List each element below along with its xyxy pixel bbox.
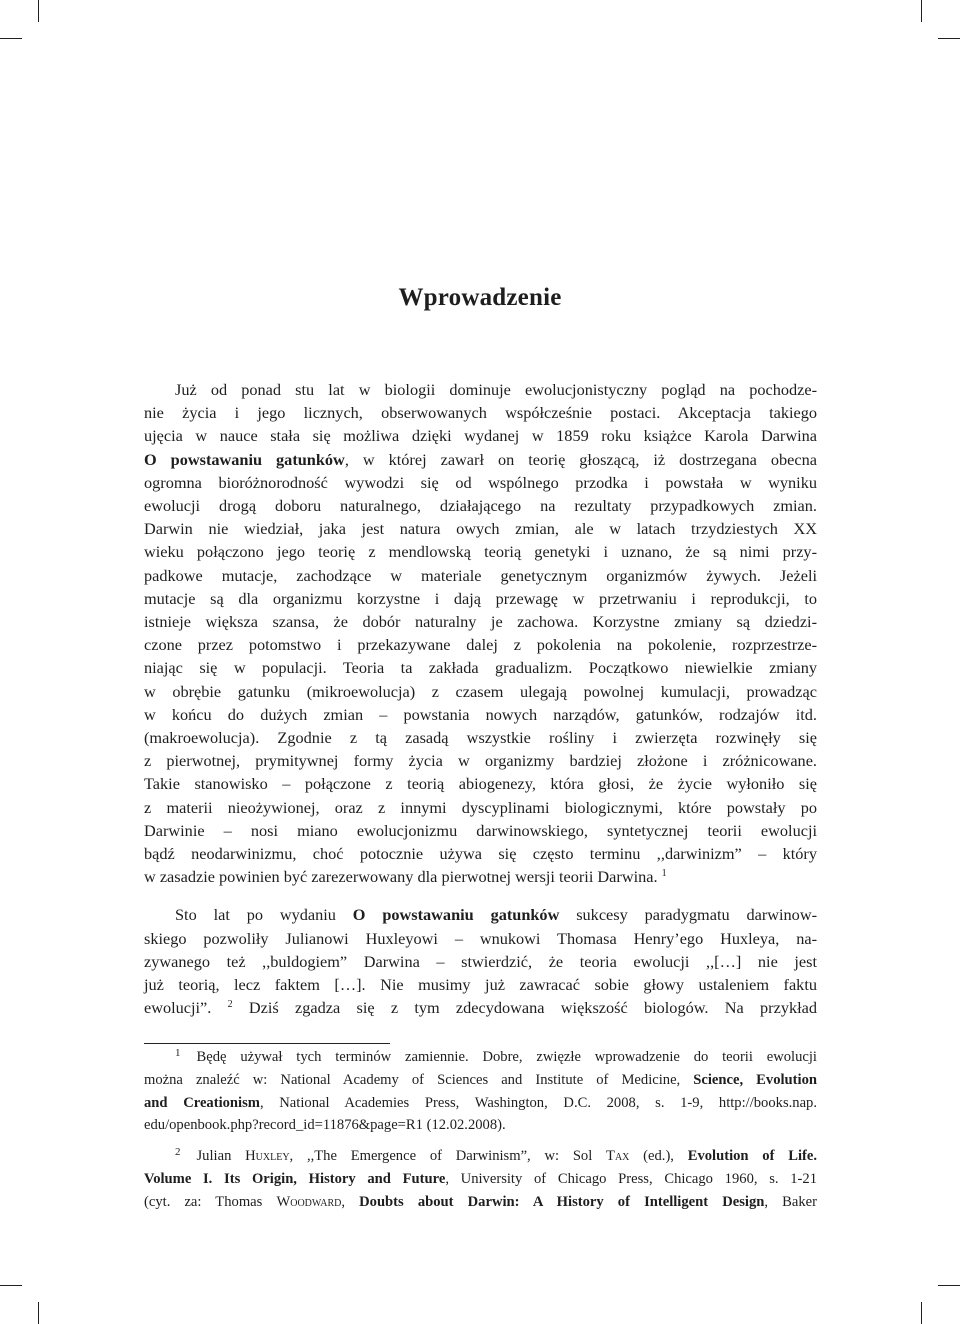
text-line: czone przez potomstwo i przekazywane dalej z pokolenia na pokolenie, rozprzestrze- xyxy=(144,635,817,655)
text-line: skiego pozwoliły Julianowi Huxleyowi – wnukowi Thomasa Henry’ego Huxleya, na- xyxy=(144,928,817,948)
crop-mark-top-left-vertical xyxy=(38,0,39,22)
book-title: O powstawaniu gatunków xyxy=(144,449,345,469)
text-line: ewolucji drogą doboru naturalnego, działającego na rezultaty przypadkowych zmian. xyxy=(144,496,817,516)
crop-mark-top-right-vertical xyxy=(921,0,922,22)
text-line: można znaleźć w: National Academy of Sciences and Institute of Medicine, Science, Evolution xyxy=(144,1072,817,1089)
text-line: edu/openbook.php?record_id=11876&page=R1 (12.02.2008). xyxy=(144,1116,506,1133)
text-line: Już od ponad stu lat w biologii dominuje ewolucjonistyczny pogląd na pochodze- xyxy=(175,380,817,399)
footnote-separator xyxy=(144,1043,390,1044)
text-line: $^2$ Julian Huxley, ,,The Emergence of Darwinism”, w: Sol Tax (ed.), Evolution of Life. xyxy=(175,1146,817,1165)
crop-mark-bottom-left-vertical xyxy=(38,1302,39,1324)
text-line: and Creationism, National Academies Press, Washington, D.C. 2008, s. 1-9, http://books.nap. xyxy=(144,1094,817,1111)
footnotes xyxy=(144,1046,817,1213)
body-text xyxy=(144,378,817,1022)
text-line: (cyt. za: Thomas Woodward, Doubts about Darwin: A History of Intelligent Design, Baker xyxy=(144,1193,818,1210)
text-line: w zasadzie powinien być zarezerwowany dla pierwotnej wersji teorii Darwina. $^1$ xyxy=(144,867,667,887)
crop-mark-bottom-right-vertical xyxy=(921,1302,922,1324)
text-line: już teorią, lecz faktem […]. Nie musimy już zawracać sobie głowy ustaleniem faktu xyxy=(144,975,817,995)
text-line: z pierwotnej, prymitywnej formy życia w organizmy bardziej złożone i zróżnicowane. xyxy=(144,751,817,771)
text-line: nie życia i jego licznych, obserwowanych współcześnie postaci. Akceptacja takiego xyxy=(144,403,817,423)
text-line: Darwin nie wiedział, jaka jest natura owych zmian, ale w latach trzydziestych XX xyxy=(144,519,817,539)
text-line: mutacje są dla organizmu korzystne i dają przewagę w przetrwaniu i reprodukcji, to xyxy=(144,588,817,608)
page-title: Wprowadzenie xyxy=(398,284,562,311)
text-line: ogromna bioróżnorodność wywodzi się od wspólnego przodka i powstała w wyniku xyxy=(144,472,817,492)
text-line: O powstawaniu gatunków, w której zawarł on teorię głoszącą, iż dostrzegana obecna xyxy=(144,449,817,469)
footnote-ref-1[interactable]: 1 xyxy=(661,868,667,880)
text-line: bądź neodarwinizmu, choć potocznie używa się często terminu ,,darwinizm” – który xyxy=(144,844,817,864)
text-line: istnieje większa szansa, że dobór naturalny je zachowa. Korzystne zmiany są dziedzi- xyxy=(144,612,817,632)
crop-mark-top-right-horizontal xyxy=(938,38,960,39)
text-line: ujęcia w nauce stała się możliwa dzięki wydanej w 1859 roku książce Karola Darwina xyxy=(144,426,817,446)
paragraph-2 xyxy=(144,903,817,1022)
text-line: Volume I. Its Origin, History and Future, University of Chicago Press, Chicago 1960, s. 1-21 xyxy=(144,1171,817,1188)
text-line: Sto lat po wydaniu O powstawaniu gatunków sukcesy paradygmatu darwinow- xyxy=(175,905,817,925)
footnote-number: 1 xyxy=(175,1047,181,1059)
footnote-1 xyxy=(144,1046,817,1136)
text-line: niając się w populacji. Teoria ta zakłada gradualizm. Początkowo niewielkie zmiany xyxy=(144,658,817,678)
text-line: $^1$ Będę używał tych terminów zamiennie. Dobre, zwięzłe wprowadzenie do teorii ewolucji xyxy=(175,1047,817,1065)
paragraph-1 xyxy=(144,378,817,891)
crop-mark-top-left-horizontal xyxy=(0,38,22,39)
footnote-2 xyxy=(144,1145,817,1213)
text-line: zywanego też ,,buldogiem” Darwina – stwierdzić, że teoria ewolucji ,,[…] nie jest xyxy=(144,951,817,971)
text-line: Darwinie – nosi miano ewolucjonizmu darwinowskiego, syntetycznej teorii ewolucji xyxy=(144,820,817,840)
text-line: ewolucji”. $^2$ Dziś zgadza się z tym zdecydowana większość biologów. Na przykład xyxy=(144,998,817,1018)
crop-mark-bottom-left-horizontal xyxy=(0,1285,22,1286)
text-line: w końcu do dużych zmian – powstania nowych narządów, gatunków, rodzajów itd. xyxy=(144,704,817,724)
book-title: O powstawaniu gatunków xyxy=(352,905,560,925)
crop-mark-bottom-right-horizontal xyxy=(938,1285,960,1286)
text-line: wieku połączono jego teorię z mendlowską teorią genetyki i uznano, że są nimi przy- xyxy=(144,542,817,562)
text-line: (makroewolucja). Zgodnie z tą zasadą wszystkie rośliny i zwierzęta rozwinęły się xyxy=(144,728,817,748)
text-line: w obrębie gatunku (mikroewolucja) z czasem ulegają powolnej kumulacji, prowadząc xyxy=(144,681,817,701)
footnote-number: 2 xyxy=(175,1146,181,1159)
text-line: z materii nieożywionej, oraz z innymi dyscyplinami biologicznymi, które powstały po xyxy=(144,797,817,817)
text-line: Takie stanowisko – połączone z teorią abiogenezy, która głosi, że życie wyłoniło się xyxy=(144,774,817,794)
text-line: padkowe mutacje, zachodzące w materiale genetycznym organizmów żywych. Jeżeli xyxy=(144,565,817,585)
footnote-ref-2[interactable]: 2 xyxy=(227,999,233,1011)
